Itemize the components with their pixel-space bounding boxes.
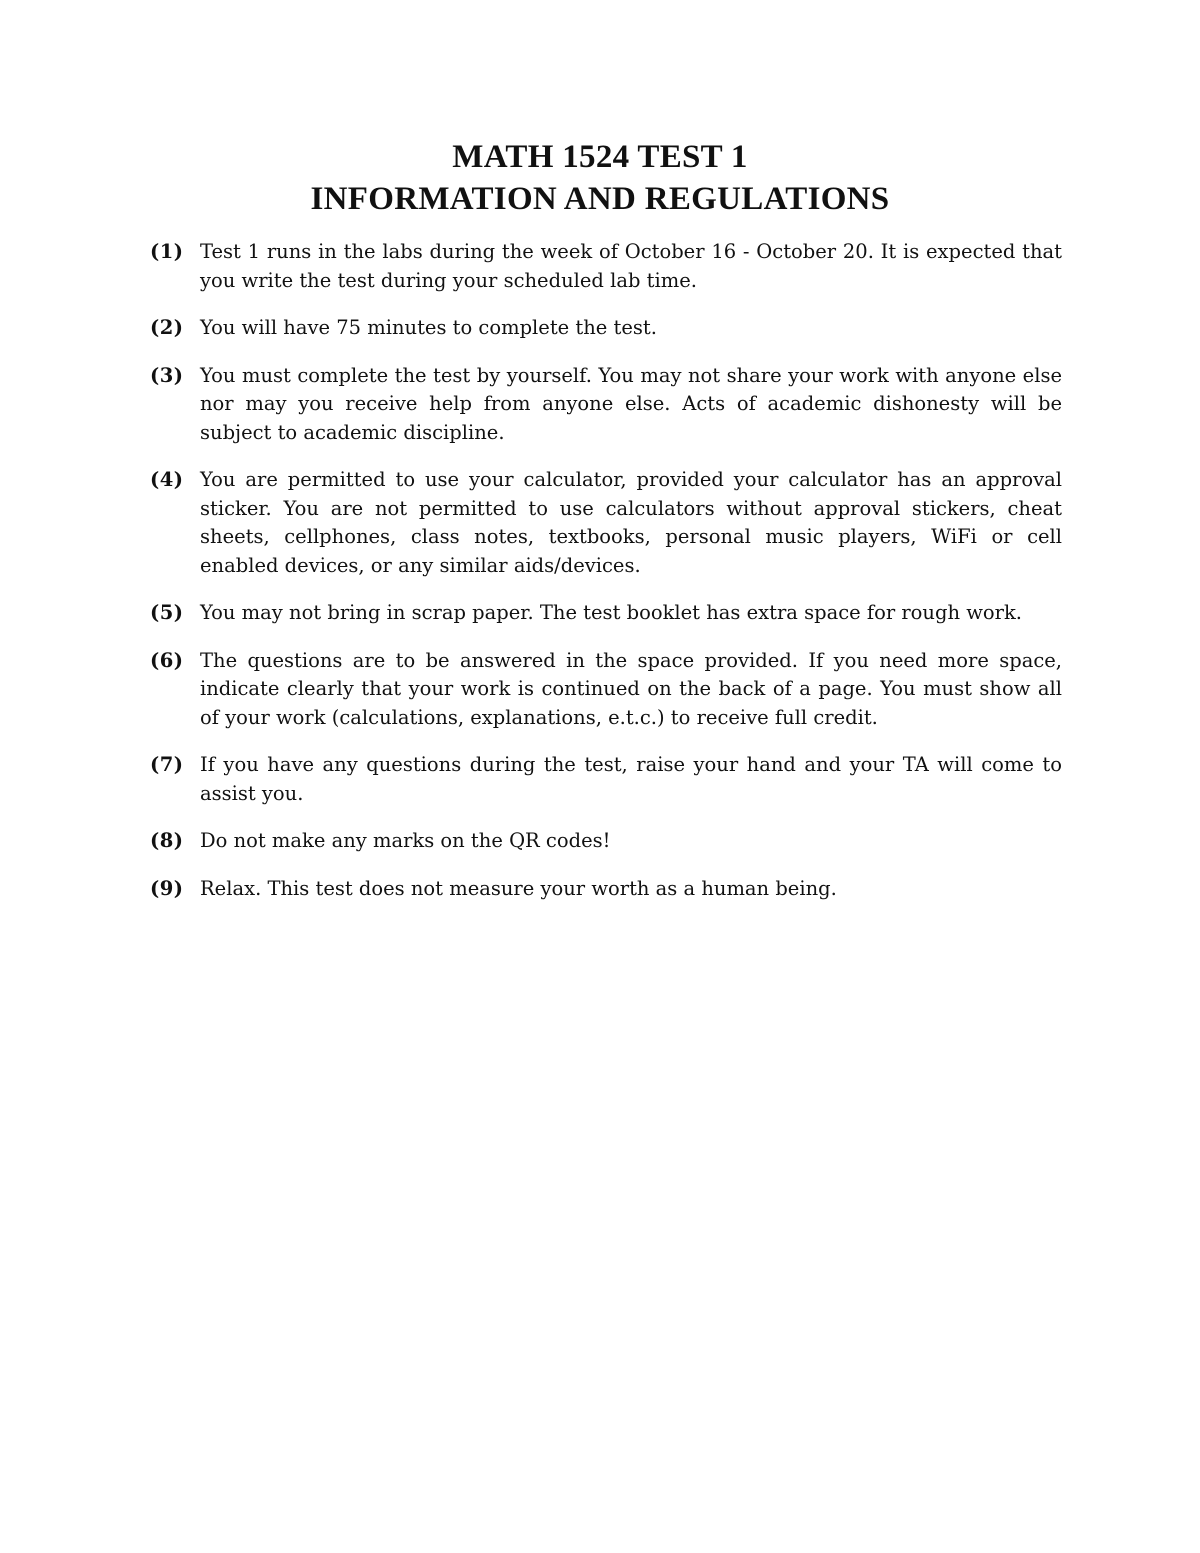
rule-number: (1) [150, 240, 184, 263]
rule-item [150, 751, 1062, 808]
rule-item [150, 599, 1062, 628]
rule-text: Relax. This test does not measure your worth as a human being. [200, 876, 837, 900]
rule-number: (2) [150, 316, 184, 339]
rules-list [150, 238, 1062, 922]
rule-item [150, 238, 1062, 295]
rule-text: You are permitted to use your calculator, provided your calculator has an approval sticker. You are not permitted to use calculators without approval stickers, cheat sheets, cellphones, class notes, textbooks, personal music players, WiFi or cell enabled devices, or any similar aids/devices. [200, 468, 1062, 577]
rule-text: Test 1 runs in the labs during the week of October 16 - October 20. It is expected that you write the test during your scheduled lab time. [200, 240, 1062, 292]
rule-text: Do not make any marks on the QR codes! [200, 829, 611, 852]
rule-text: If you have any questions during the test, raise your hand and your TA will come to assist you. [200, 753, 1062, 805]
document-title [0, 136, 1200, 220]
rule-number: (9) [150, 876, 184, 900]
rule-item [150, 466, 1062, 580]
rule-item [150, 362, 1062, 448]
rule-number: (7) [150, 753, 184, 776]
rule-item [150, 875, 1062, 904]
rule-text: The questions are to be answered in the space provided. If you need more space, indicate clearly that your work is continued on the back of a page. You must show all of your work (calculations, explanations, e.t.c.) to receive full credit. [200, 648, 1062, 729]
title-line-course: MATH 1524 TEST 1 [452, 139, 748, 175]
rule-text: You must complete the test by yourself. You may not share your work with anyone else nor may you receive help from anyone else. Acts of academic dishonesty will be subject to academic discipline. [200, 363, 1062, 444]
rule-text: You may not bring in scrap paper. The test booklet has extra space for rough work. [200, 601, 1022, 624]
rule-number: (6) [150, 648, 184, 672]
rule-number: (3) [150, 363, 184, 387]
rule-item [150, 314, 1062, 343]
rule-item [150, 647, 1062, 733]
rule-number: (8) [150, 829, 184, 852]
rule-item [150, 827, 1062, 856]
rule-text: You will have 75 minutes to complete the test. [200, 316, 657, 339]
title-line-heading: INFORMATION AND REGULATIONS [310, 181, 890, 217]
rule-number: (4) [150, 468, 184, 491]
rule-number: (5) [150, 601, 184, 624]
